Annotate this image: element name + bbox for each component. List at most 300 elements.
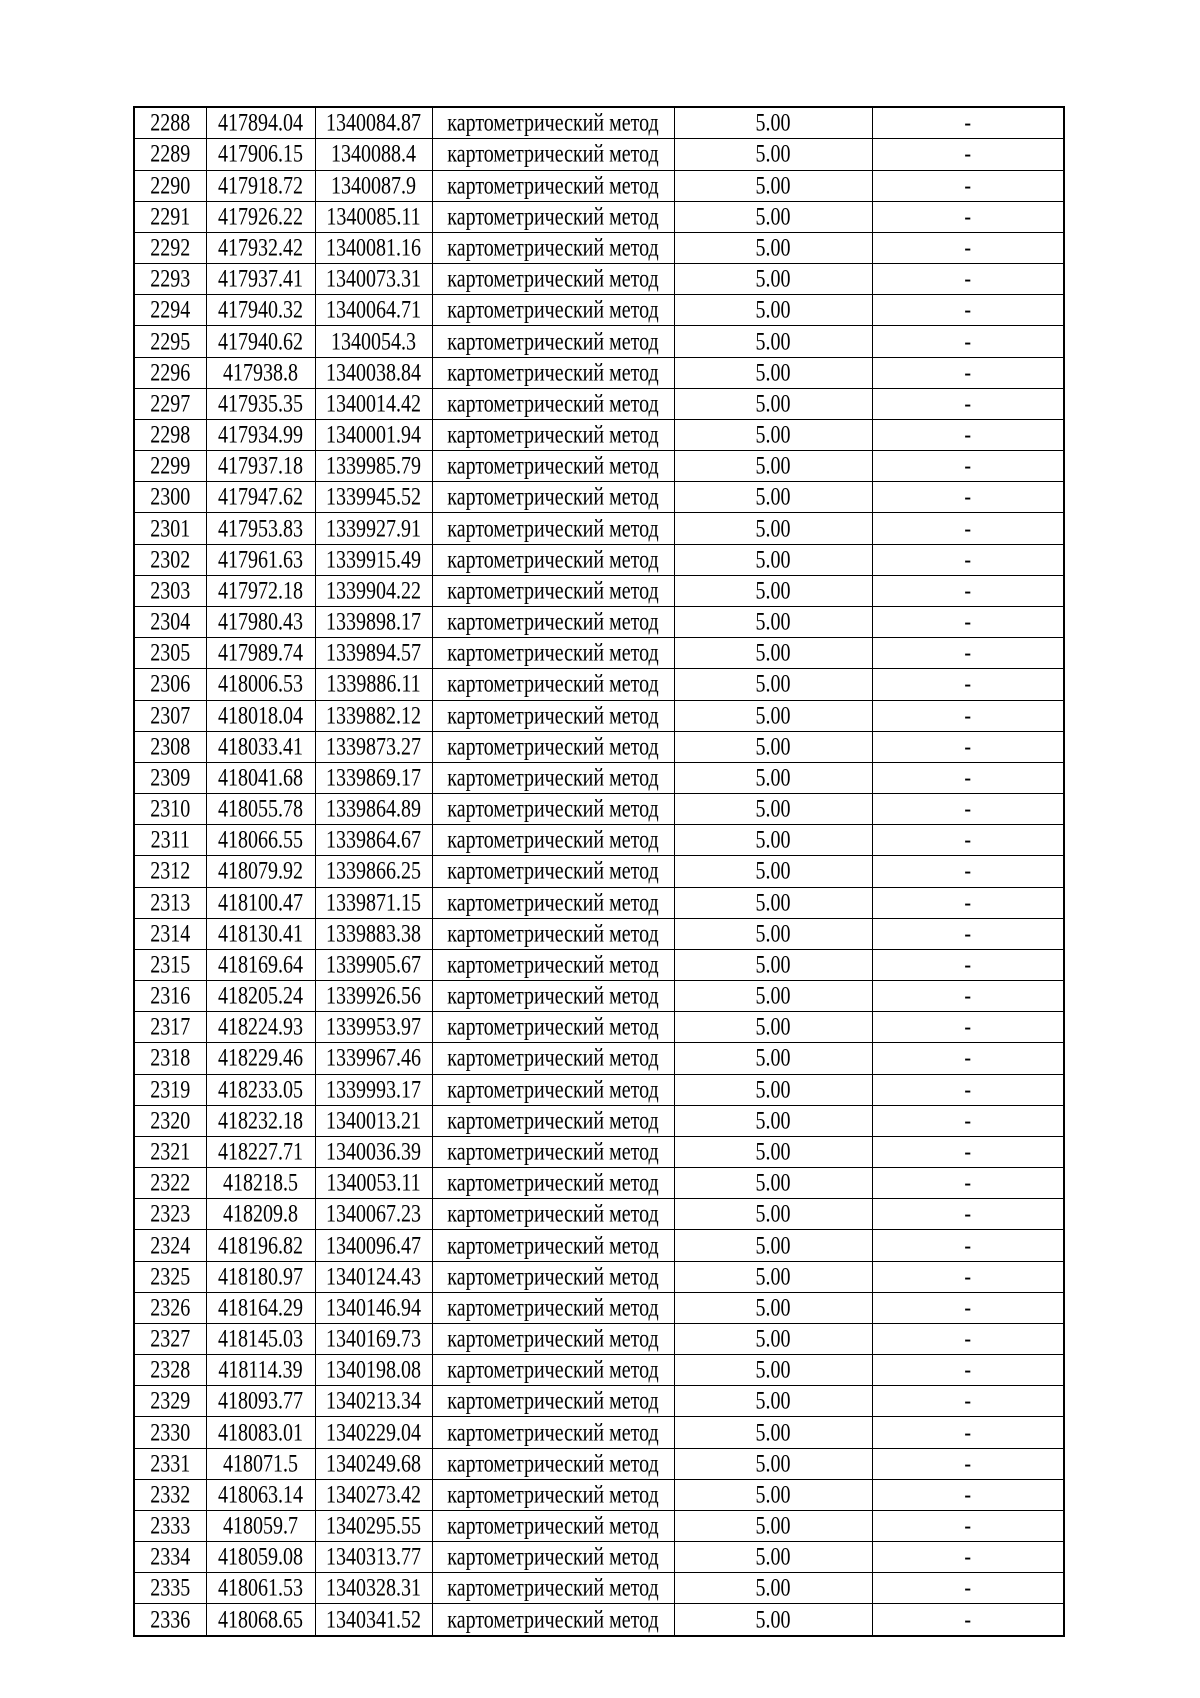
cell-precision-text: 5.00 xyxy=(755,733,791,761)
cell-y-coordinate xyxy=(315,326,432,357)
cell-method xyxy=(432,326,674,357)
cell-precision xyxy=(674,1136,872,1167)
cell-y-coordinate xyxy=(315,1479,432,1510)
cell-method xyxy=(432,1448,674,1479)
table-row xyxy=(134,1261,1064,1292)
cell-method-text: картометрический метод xyxy=(447,639,659,667)
cell-point-number xyxy=(134,1136,206,1167)
cell-point-number xyxy=(134,1199,206,1230)
cell-x-coordinate xyxy=(206,513,315,544)
table-row xyxy=(134,264,1064,295)
cell-note-text: - xyxy=(964,1325,972,1353)
cell-y-coordinate xyxy=(315,451,432,482)
cell-x-coordinate xyxy=(206,1292,315,1323)
cell-precision xyxy=(674,295,872,326)
cell-precision-text: 5.00 xyxy=(755,826,791,854)
cell-x-coordinate xyxy=(206,295,315,326)
cell-point-number xyxy=(134,669,206,700)
table-row xyxy=(134,1355,1064,1386)
cell-precision xyxy=(674,825,872,856)
cell-point-number xyxy=(134,419,206,450)
cell-y-coordinate xyxy=(315,1074,432,1105)
cell-method-text: картометрический метод xyxy=(447,951,659,979)
cell-x-coordinate xyxy=(206,482,315,513)
cell-point-number xyxy=(134,1012,206,1043)
cell-x-coordinate xyxy=(206,232,315,263)
cell-precision xyxy=(674,669,872,700)
cell-y-coordinate xyxy=(315,388,432,419)
cell-method xyxy=(432,949,674,980)
cell-point-number-text: 2326 xyxy=(150,1294,191,1322)
cell-y-coordinate-text: 1339926.56 xyxy=(326,982,421,1010)
table-row xyxy=(134,1323,1064,1354)
cell-note-text: - xyxy=(964,608,972,636)
cell-point-number xyxy=(134,544,206,575)
cell-y-coordinate xyxy=(315,1510,432,1541)
cell-note xyxy=(872,638,1064,669)
cell-note xyxy=(872,201,1064,232)
cell-point-number xyxy=(134,264,206,295)
cell-note-text: - xyxy=(964,701,972,730)
cell-point-number-text: 2292 xyxy=(150,234,191,262)
cell-x-coordinate-text: 418232.18 xyxy=(218,1107,303,1135)
cell-note xyxy=(872,1043,1064,1074)
cell-point-number-text: 2332 xyxy=(150,1481,191,1509)
cell-x-coordinate xyxy=(206,170,315,201)
cell-x-coordinate-text: 417935.35 xyxy=(218,390,303,418)
cell-x-coordinate xyxy=(206,575,315,606)
cell-x-coordinate xyxy=(206,669,315,700)
cell-precision xyxy=(674,856,872,887)
cell-point-number xyxy=(134,1604,206,1636)
cell-point-number-text: 2317 xyxy=(150,1013,191,1041)
cell-precision-text: 5.00 xyxy=(755,140,791,169)
cell-method xyxy=(432,388,674,419)
cell-y-coordinate-text: 1340085.11 xyxy=(326,203,421,231)
cell-x-coordinate-text: 418063.14 xyxy=(218,1481,303,1509)
table-row xyxy=(134,1105,1064,1136)
cell-point-number xyxy=(134,887,206,918)
cell-point-number xyxy=(134,731,206,762)
cell-x-coordinate-text: 417961.63 xyxy=(218,546,303,574)
cell-y-coordinate xyxy=(315,1230,432,1261)
cell-note-text: - xyxy=(964,733,972,761)
table-row xyxy=(134,388,1064,419)
cell-note xyxy=(872,856,1064,887)
cell-note-text: - xyxy=(964,857,972,886)
cell-precision xyxy=(674,326,872,357)
table-row xyxy=(134,357,1064,388)
cell-y-coordinate xyxy=(315,264,432,295)
cell-note xyxy=(872,1542,1064,1573)
cell-y-coordinate xyxy=(315,1573,432,1604)
cell-y-coordinate xyxy=(315,981,432,1012)
cell-note-text: - xyxy=(964,140,972,169)
cell-precision-text: 5.00 xyxy=(755,109,791,137)
cell-point-number-text: 2300 xyxy=(150,483,191,512)
cell-point-number xyxy=(134,1355,206,1386)
cell-note xyxy=(872,419,1064,450)
cell-point-number-text: 2315 xyxy=(150,951,191,979)
cell-note-text: - xyxy=(964,764,972,792)
cell-precision-text: 5.00 xyxy=(755,639,791,667)
cell-point-number xyxy=(134,918,206,949)
cell-y-coordinate xyxy=(315,794,432,825)
cell-method xyxy=(432,981,674,1012)
cell-point-number xyxy=(134,1417,206,1448)
cell-x-coordinate xyxy=(206,1479,315,1510)
cell-method xyxy=(432,1604,674,1636)
cell-x-coordinate-text: 418209.8 xyxy=(223,1200,298,1228)
coordinates-table xyxy=(133,106,1065,1637)
cell-note xyxy=(872,388,1064,419)
cell-x-coordinate xyxy=(206,856,315,887)
cell-point-number xyxy=(134,201,206,232)
table-row xyxy=(134,1012,1064,1043)
cell-precision-text: 5.00 xyxy=(755,1263,791,1291)
cell-method xyxy=(432,887,674,918)
cell-point-number xyxy=(134,1542,206,1573)
cell-precision-text: 5.00 xyxy=(755,1107,791,1135)
cell-precision xyxy=(674,419,872,450)
cell-note xyxy=(872,1479,1064,1510)
cell-precision-text: 5.00 xyxy=(755,327,791,356)
cell-precision-text: 5.00 xyxy=(755,546,791,574)
cell-x-coordinate xyxy=(206,264,315,295)
cell-precision-text: 5.00 xyxy=(755,390,791,418)
cell-precision-text: 5.00 xyxy=(755,920,791,948)
cell-note-text: - xyxy=(964,327,972,356)
cell-point-number-text: 2298 xyxy=(150,421,191,449)
cell-precision-text: 5.00 xyxy=(755,577,791,605)
cell-note xyxy=(872,1510,1064,1541)
cell-note xyxy=(872,1199,1064,1230)
cell-point-number xyxy=(134,1510,206,1541)
cell-y-coordinate xyxy=(315,1043,432,1074)
cell-y-coordinate-text: 1339915.49 xyxy=(326,546,421,574)
cell-precision-text: 5.00 xyxy=(755,1512,791,1540)
cell-note-text: - xyxy=(964,1044,972,1073)
cell-method-text: картометрический метод xyxy=(447,888,659,917)
cell-precision-text: 5.00 xyxy=(755,514,791,543)
cell-point-number-text: 2299 xyxy=(150,452,191,480)
cell-precision-text: 5.00 xyxy=(755,951,791,979)
table-row xyxy=(134,794,1064,825)
cell-y-coordinate xyxy=(315,949,432,980)
cell-x-coordinate-text: 418018.04 xyxy=(218,701,303,730)
cell-method-text: картометрический метод xyxy=(447,359,659,387)
cell-y-coordinate xyxy=(315,606,432,637)
cell-note-text: - xyxy=(964,1076,972,1104)
cell-y-coordinate xyxy=(315,232,432,263)
cell-y-coordinate xyxy=(315,170,432,201)
table-row xyxy=(134,232,1064,263)
cell-x-coordinate-text: 417938.8 xyxy=(223,359,298,387)
cell-x-coordinate-text: 418055.78 xyxy=(218,795,303,823)
cell-y-coordinate-text: 1340067.23 xyxy=(326,1200,421,1228)
cell-note-text: - xyxy=(964,1450,972,1478)
table-row xyxy=(134,1573,1064,1604)
cell-y-coordinate-text: 1340229.04 xyxy=(326,1418,421,1447)
cell-note-text: - xyxy=(964,670,972,699)
cell-note xyxy=(872,107,1064,139)
cell-x-coordinate xyxy=(206,1012,315,1043)
cell-x-coordinate xyxy=(206,794,315,825)
cell-point-number-text: 2329 xyxy=(150,1387,191,1415)
table-row xyxy=(134,1168,1064,1199)
table-row xyxy=(134,1292,1064,1323)
cell-precision-text: 5.00 xyxy=(755,1076,791,1104)
cell-y-coordinate xyxy=(315,1323,432,1354)
cell-precision-text: 5.00 xyxy=(755,203,791,231)
cell-method-text: картометрический метод xyxy=(447,857,659,886)
cell-method xyxy=(432,825,674,856)
cell-x-coordinate-text: 417906.15 xyxy=(218,140,303,169)
cell-point-number xyxy=(134,107,206,139)
cell-point-number xyxy=(134,513,206,544)
cell-point-number xyxy=(134,981,206,1012)
cell-precision xyxy=(674,700,872,731)
cell-method-text: картометрический метод xyxy=(447,608,659,636)
cell-y-coordinate-text: 1340087.9 xyxy=(331,172,416,200)
cell-method-text: картометрический метод xyxy=(447,1107,659,1135)
cell-x-coordinate-text: 418180.97 xyxy=(218,1263,303,1291)
cell-y-coordinate-text: 1339871.15 xyxy=(326,888,421,917)
cell-note-text: - xyxy=(964,296,972,324)
cell-x-coordinate-text: 418196.82 xyxy=(218,1231,303,1260)
cell-note xyxy=(872,981,1064,1012)
cell-x-coordinate xyxy=(206,638,315,669)
cell-y-coordinate xyxy=(315,700,432,731)
cell-x-coordinate-text: 418071.5 xyxy=(223,1450,298,1478)
cell-precision-text: 5.00 xyxy=(755,1325,791,1353)
cell-note-text: - xyxy=(964,920,972,948)
cell-method xyxy=(432,1261,674,1292)
cell-y-coordinate-text: 1340054.3 xyxy=(331,327,416,356)
cell-precision-text: 5.00 xyxy=(755,1574,791,1603)
cell-precision-text: 5.00 xyxy=(755,265,791,293)
cell-x-coordinate xyxy=(206,606,315,637)
cell-point-number xyxy=(134,949,206,980)
cell-note xyxy=(872,731,1064,762)
table-row xyxy=(134,918,1064,949)
cell-method-text: картометрический метод xyxy=(447,1574,659,1603)
cell-y-coordinate-text: 1339864.67 xyxy=(326,826,421,854)
cell-point-number xyxy=(134,295,206,326)
cell-method xyxy=(432,1012,674,1043)
cell-point-number xyxy=(134,825,206,856)
cell-y-coordinate xyxy=(315,825,432,856)
cell-x-coordinate-text: 418114.39 xyxy=(218,1356,303,1384)
cell-method xyxy=(432,295,674,326)
table-row xyxy=(134,1043,1064,1074)
cell-point-number-text: 2301 xyxy=(150,514,191,543)
cell-precision-text: 5.00 xyxy=(755,795,791,823)
cell-note xyxy=(872,825,1064,856)
cell-point-number-text: 2309 xyxy=(150,764,191,792)
cell-precision-text: 5.00 xyxy=(755,1013,791,1041)
cell-point-number xyxy=(134,1573,206,1604)
cell-point-number xyxy=(134,451,206,482)
cell-note-text: - xyxy=(964,1543,972,1571)
cell-point-number-text: 2307 xyxy=(150,701,191,730)
cell-x-coordinate xyxy=(206,1105,315,1136)
cell-y-coordinate-text: 1340013.21 xyxy=(326,1107,421,1135)
cell-precision xyxy=(674,1230,872,1261)
cell-y-coordinate xyxy=(315,419,432,450)
cell-precision xyxy=(674,1479,872,1510)
cell-y-coordinate-text: 1339898.17 xyxy=(326,608,421,636)
cell-precision-text: 5.00 xyxy=(755,1044,791,1073)
table-row xyxy=(134,1074,1064,1105)
cell-note xyxy=(872,139,1064,170)
cell-point-number-text: 2293 xyxy=(150,265,191,293)
cell-point-number-text: 2291 xyxy=(150,203,191,231)
cell-method-text: картометрический метод xyxy=(447,826,659,854)
cell-y-coordinate-text: 1339904.22 xyxy=(326,577,421,605)
cell-x-coordinate xyxy=(206,1043,315,1074)
cell-x-coordinate-text: 417972.18 xyxy=(218,577,303,605)
cell-precision-text: 5.00 xyxy=(755,1356,791,1384)
cell-precision xyxy=(674,1604,872,1636)
cell-y-coordinate-text: 1340053.11 xyxy=(326,1169,421,1197)
cell-x-coordinate-text: 417937.41 xyxy=(218,265,303,293)
cell-method-text: картометрический метод xyxy=(447,795,659,823)
cell-y-coordinate xyxy=(315,201,432,232)
cell-method-text: картометрический метод xyxy=(447,109,659,137)
cell-note-text: - xyxy=(964,1418,972,1447)
cell-precision xyxy=(674,1542,872,1573)
table-row xyxy=(134,949,1064,980)
cell-y-coordinate xyxy=(315,669,432,700)
cell-note-text: - xyxy=(964,109,972,137)
cell-method-text: картометрический метод xyxy=(447,327,659,356)
cell-point-number-text: 2336 xyxy=(150,1606,191,1634)
cell-y-coordinate xyxy=(315,1168,432,1199)
cell-method-text: картометрический метод xyxy=(447,764,659,792)
cell-note xyxy=(872,1136,1064,1167)
cell-point-number xyxy=(134,357,206,388)
cell-precision-text: 5.00 xyxy=(755,1231,791,1260)
cell-note-text: - xyxy=(964,546,972,574)
cell-x-coordinate-text: 417940.62 xyxy=(218,327,303,356)
cell-y-coordinate xyxy=(315,1261,432,1292)
cell-method xyxy=(432,451,674,482)
cell-y-coordinate xyxy=(315,731,432,762)
cell-x-coordinate-text: 417940.32 xyxy=(218,296,303,324)
cell-note-text: - xyxy=(964,795,972,823)
table-row xyxy=(134,1604,1064,1636)
cell-method xyxy=(432,544,674,575)
cell-precision xyxy=(674,1043,872,1074)
cell-point-number-text: 2297 xyxy=(150,390,191,418)
cell-precision-text: 5.00 xyxy=(755,701,791,730)
cell-note-text: - xyxy=(964,234,972,262)
table-row xyxy=(134,482,1064,513)
cell-x-coordinate-text: 417937.18 xyxy=(218,452,303,480)
cell-note xyxy=(872,451,1064,482)
cell-y-coordinate xyxy=(315,1105,432,1136)
cell-y-coordinate-text: 1340249.68 xyxy=(326,1450,421,1478)
cell-precision xyxy=(674,762,872,793)
cell-y-coordinate-text: 1340313.77 xyxy=(326,1543,421,1571)
cell-y-coordinate-text: 1340038.84 xyxy=(326,359,421,387)
cell-y-coordinate-text: 1339882.12 xyxy=(326,701,421,730)
cell-x-coordinate-text: 418059.7 xyxy=(223,1512,298,1540)
cell-note xyxy=(872,1230,1064,1261)
cell-precision xyxy=(674,1105,872,1136)
cell-point-number-text: 2322 xyxy=(150,1169,191,1197)
cell-x-coordinate xyxy=(206,1355,315,1386)
cell-point-number xyxy=(134,1168,206,1199)
table-row xyxy=(134,1542,1064,1573)
cell-note-text: - xyxy=(964,1200,972,1228)
cell-x-coordinate xyxy=(206,731,315,762)
cell-note-text: - xyxy=(964,1512,972,1540)
cell-y-coordinate-text: 1339953.97 xyxy=(326,1013,421,1041)
cell-method xyxy=(432,1417,674,1448)
cell-note-text: - xyxy=(964,982,972,1010)
cell-x-coordinate xyxy=(206,1386,315,1417)
cell-precision xyxy=(674,139,872,170)
cell-note-text: - xyxy=(964,265,972,293)
cell-precision-text: 5.00 xyxy=(755,1543,791,1571)
cell-precision-text: 5.00 xyxy=(755,421,791,449)
cell-note xyxy=(872,1074,1064,1105)
cell-method-text: картометрический метод xyxy=(447,1481,659,1509)
cell-note xyxy=(872,513,1064,544)
cell-method xyxy=(432,107,674,139)
cell-x-coordinate-text: 417932.42 xyxy=(218,234,303,262)
cell-y-coordinate-text: 1340124.43 xyxy=(326,1263,421,1291)
cell-y-coordinate xyxy=(315,1355,432,1386)
cell-y-coordinate xyxy=(315,1417,432,1448)
cell-x-coordinate xyxy=(206,419,315,450)
cell-method xyxy=(432,575,674,606)
cell-x-coordinate-text: 418079.92 xyxy=(218,857,303,886)
cell-precision-text: 5.00 xyxy=(755,172,791,200)
cell-y-coordinate-text: 1340073.31 xyxy=(326,265,421,293)
cell-precision xyxy=(674,575,872,606)
cell-precision xyxy=(674,731,872,762)
table-row xyxy=(134,887,1064,918)
cell-point-number-text: 2335 xyxy=(150,1574,191,1603)
cell-point-number xyxy=(134,1261,206,1292)
cell-precision-text: 5.00 xyxy=(755,1450,791,1478)
cell-y-coordinate-text: 1340084.87 xyxy=(326,109,421,137)
cell-x-coordinate-text: 418093.77 xyxy=(218,1387,303,1415)
cell-point-number-text: 2294 xyxy=(150,296,191,324)
cell-method xyxy=(432,1199,674,1230)
cell-note-text: - xyxy=(964,172,972,200)
cell-point-number-text: 2321 xyxy=(150,1138,191,1166)
cell-note xyxy=(872,669,1064,700)
cell-note-text: - xyxy=(964,1138,972,1166)
cell-precision-text: 5.00 xyxy=(755,1294,791,1322)
cell-precision xyxy=(674,1261,872,1292)
cell-precision-text: 5.00 xyxy=(755,483,791,512)
cell-x-coordinate-text: 417989.74 xyxy=(218,639,303,667)
cell-method xyxy=(432,1323,674,1354)
cell-note-text: - xyxy=(964,1481,972,1509)
cell-note xyxy=(872,232,1064,263)
cell-precision-text: 5.00 xyxy=(755,888,791,917)
cell-note-text: - xyxy=(964,1231,972,1260)
cell-method xyxy=(432,669,674,700)
cell-precision-text: 5.00 xyxy=(755,982,791,1010)
cell-method xyxy=(432,264,674,295)
cell-y-coordinate-text: 1340064.71 xyxy=(326,296,421,324)
